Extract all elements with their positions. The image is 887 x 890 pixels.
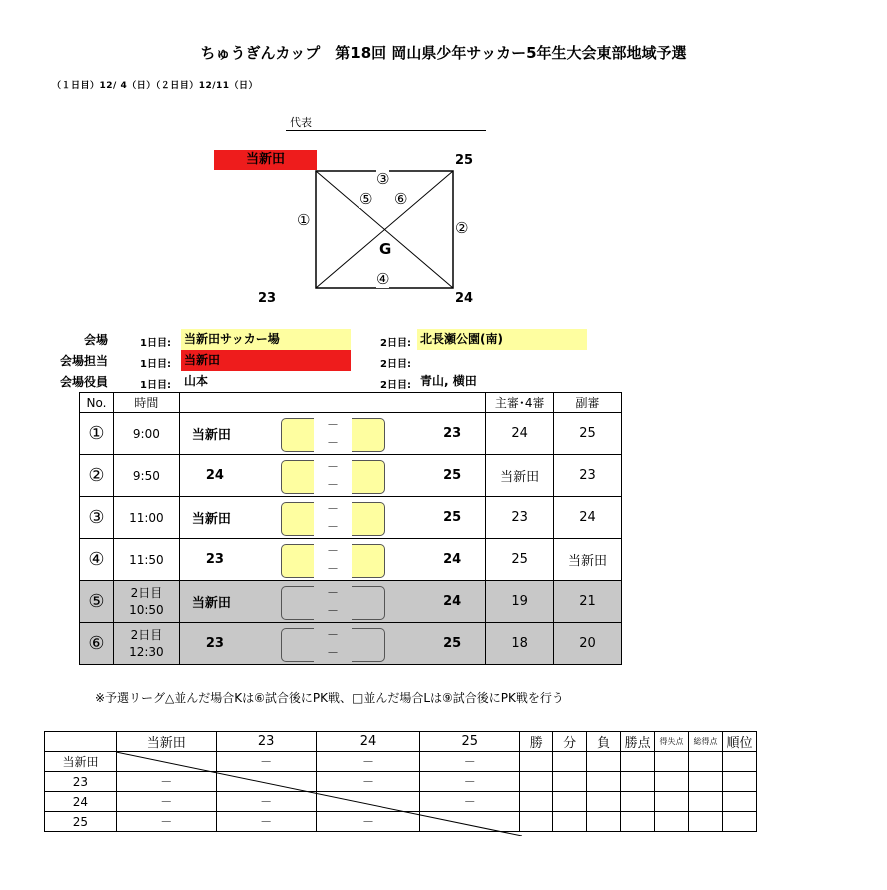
group-letter: G — [379, 240, 392, 258]
league-stat-cell — [553, 792, 587, 812]
venue-host-day2-value — [417, 350, 587, 371]
league-col-wins: 勝 — [520, 732, 553, 752]
score-dash: － — [327, 502, 340, 516]
header-assistant: 副審 — [554, 393, 622, 413]
score-dash: － — [327, 628, 340, 642]
match-row — [80, 497, 622, 539]
match-row — [80, 539, 622, 581]
score-box — [277, 623, 389, 665]
diagram-mark-2: ② — [455, 219, 469, 237]
league-cell: － — [316, 772, 420, 792]
league-stat-cell — [587, 772, 621, 792]
representative-label: 代表 — [290, 116, 312, 129]
away-team: 25 — [389, 497, 486, 539]
match-time — [113, 623, 179, 665]
score-dash: － — [327, 646, 340, 660]
score-box — [277, 539, 389, 581]
league-cell: － — [116, 772, 216, 792]
assistant-referee: 20 — [554, 623, 622, 665]
score-box — [277, 413, 389, 455]
venue-day2-label: 2日目: — [380, 338, 411, 349]
league-cell: － — [116, 792, 216, 812]
match-number: ① — [80, 413, 114, 455]
away-team: 23 — [389, 413, 486, 455]
referee: 24 — [486, 413, 554, 455]
referee: 19 — [486, 581, 554, 623]
league-stat-cell — [689, 772, 723, 792]
venue-officials-label: 会場役員 — [59, 375, 108, 389]
home-team: 当新田 — [179, 413, 277, 455]
match-number: ⑥ — [80, 623, 114, 665]
league-stat-cell — [587, 812, 621, 832]
league-cell: － — [316, 812, 420, 832]
league-stat-cell — [621, 752, 655, 772]
league-stat-cell — [553, 772, 587, 792]
league-cell: － — [216, 752, 316, 772]
league-stat-cell — [553, 752, 587, 772]
match-dates: （１日目）12/ 4（日）（２日目）12/11（日） — [52, 81, 259, 91]
league-col-losses: 負 — [587, 732, 621, 752]
match-time: 11:50 — [113, 539, 179, 581]
league-col-header: 25 — [420, 732, 520, 752]
match-day: 2日目 — [130, 627, 163, 642]
venue-host-day1-label: 1日目: — [140, 359, 171, 370]
match-time: 9:00 — [113, 413, 179, 455]
league-stat-cell — [722, 812, 756, 832]
venue-officials-day1-value: 山本 — [184, 374, 209, 388]
assistant-referee: 25 — [554, 413, 622, 455]
league-stat-cell — [621, 812, 655, 832]
diagram-mark-4: ④ — [376, 270, 390, 288]
assistant-referee: 当新田 — [554, 539, 622, 581]
referee: 当新田 — [486, 455, 554, 497]
away-team: 24 — [389, 581, 486, 623]
league-col-rank: 順位 — [722, 732, 756, 752]
referee: 25 — [486, 539, 554, 581]
league-stat-cell — [689, 752, 723, 772]
match-schedule-table — [79, 392, 622, 665]
score-box — [277, 455, 389, 497]
venue-day1-value: 当新田サッカー場 — [181, 329, 351, 350]
league-stat-cell — [722, 792, 756, 812]
league-col-goal-diff: 得失点 — [655, 732, 689, 752]
league-diagonal — [116, 752, 522, 836]
league-stat-cell — [722, 772, 756, 792]
schedule-header-row — [80, 393, 622, 413]
score-dash: － — [327, 460, 340, 474]
match-time: 9:50 — [113, 455, 179, 497]
league-stat-cell — [520, 812, 553, 832]
score-dash: － — [327, 418, 340, 432]
league-cell: － — [216, 812, 316, 832]
league-stat-cell — [587, 792, 621, 812]
match-time — [113, 581, 179, 623]
diagram-mark-3: ③ — [376, 170, 390, 188]
score-dash: － — [327, 520, 340, 534]
league-col-points: 勝点 — [621, 732, 655, 752]
league-col-draws: 分 — [553, 732, 587, 752]
referee: 18 — [486, 623, 554, 665]
league-stat-cell — [621, 792, 655, 812]
match-number: ⑤ — [80, 581, 114, 623]
away-team: 24 — [389, 539, 486, 581]
league-stat-cell — [655, 772, 689, 792]
home-team: 23 — [179, 623, 277, 665]
score-box — [277, 581, 389, 623]
assistant-referee: 21 — [554, 581, 622, 623]
match-time-value: 10:50 — [129, 602, 164, 617]
match-row — [80, 623, 622, 665]
away-team: 25 — [389, 623, 486, 665]
match-day: 2日目 — [130, 585, 163, 600]
league-stat-cell — [689, 792, 723, 812]
league-col-header: 23 — [216, 732, 316, 752]
header-no: No. — [80, 393, 114, 413]
home-team: 24 — [179, 455, 277, 497]
score-dash: － — [327, 478, 340, 492]
league-cell: － — [420, 772, 520, 792]
league-stat-cell — [689, 812, 723, 832]
match-time-value: 12:30 — [129, 644, 164, 659]
representative-team: 当新田 — [214, 150, 317, 170]
venue-host-label: 会場担当 — [59, 354, 108, 368]
league-stat-cell — [655, 752, 689, 772]
league-stat-cell — [655, 812, 689, 832]
diagram-mark-1: ① — [297, 211, 311, 229]
referee: 23 — [486, 497, 554, 539]
diagram-bottom-right: 24 — [455, 291, 474, 306]
home-team: 23 — [179, 539, 277, 581]
league-team: 23 — [45, 772, 117, 792]
score-dash: － — [327, 586, 340, 600]
venue-label: 会場 — [83, 333, 108, 347]
league-stat-cell — [621, 772, 655, 792]
representative-line — [286, 114, 486, 131]
league-cell: － — [216, 792, 316, 812]
match-time: 11:00 — [113, 497, 179, 539]
league-col-header: 当新田 — [116, 732, 216, 752]
league-header-row — [45, 732, 757, 752]
league-stat-cell — [553, 812, 587, 832]
league-col-header: 24 — [316, 732, 420, 752]
venue-officials-day1-label: 1日目: — [140, 380, 171, 391]
assistant-referee: 24 — [554, 497, 622, 539]
score-dash: － — [327, 544, 340, 558]
diagram-mark-5: ⑤ — [359, 190, 373, 208]
match-number: ③ — [80, 497, 114, 539]
match-row — [80, 413, 622, 455]
league-cell: － — [116, 812, 216, 832]
diagram-top-right: 25 — [455, 153, 474, 168]
league-cell: － — [420, 792, 520, 812]
venue-officials-day2-value: 青山, 横田 — [420, 374, 477, 388]
diagram-bottom-left: 23 — [258, 291, 277, 306]
match-number: ② — [80, 455, 114, 497]
league-stat-cell — [520, 772, 553, 792]
diagram-mark-6: ⑥ — [394, 190, 408, 208]
league-team: 24 — [45, 792, 117, 812]
league-team: 25 — [45, 812, 117, 832]
league-stat-cell — [587, 752, 621, 772]
match-row — [80, 455, 622, 497]
home-team: 当新田 — [179, 581, 277, 623]
league-cell: － — [316, 752, 420, 772]
match-row — [80, 581, 622, 623]
score-dash: － — [327, 436, 340, 450]
playoff-note: ※予選リーグ△並んだ場合Kは⑥試合後にPK戦、□並んだ場合Lは⑨試合後にPK戦を行う — [95, 691, 564, 705]
venue-day2-value: 北長瀬公園(南) — [417, 329, 587, 350]
away-team: 25 — [389, 455, 486, 497]
assistant-referee: 23 — [554, 455, 622, 497]
venue-day1-label: 1日目: — [140, 338, 171, 349]
score-box — [277, 497, 389, 539]
venue-host-day2-label: 2日目: — [380, 359, 411, 370]
page-title: ちゅうぎんカップ 第18回 岡山県少年サッカー5年生大会東部地域予選 — [200, 44, 687, 62]
home-team: 当新田 — [179, 497, 277, 539]
league-stat-cell — [520, 792, 553, 812]
match-number: ④ — [80, 539, 114, 581]
header-time: 時間 — [113, 393, 179, 413]
venue-officials-day2-label: 2日目: — [380, 380, 411, 391]
league-stat-cell — [655, 792, 689, 812]
league-cell: － — [420, 752, 520, 772]
score-dash: － — [327, 604, 340, 618]
league-stat-cell — [520, 752, 553, 772]
league-team: 当新田 — [45, 752, 117, 772]
league-stat-cell — [722, 752, 756, 772]
header-referee: 主審･4審 — [486, 393, 554, 413]
venue-host-day1-value: 当新田 — [181, 350, 351, 371]
score-dash: － — [327, 562, 340, 576]
league-col-goals: 総得点 — [689, 732, 723, 752]
